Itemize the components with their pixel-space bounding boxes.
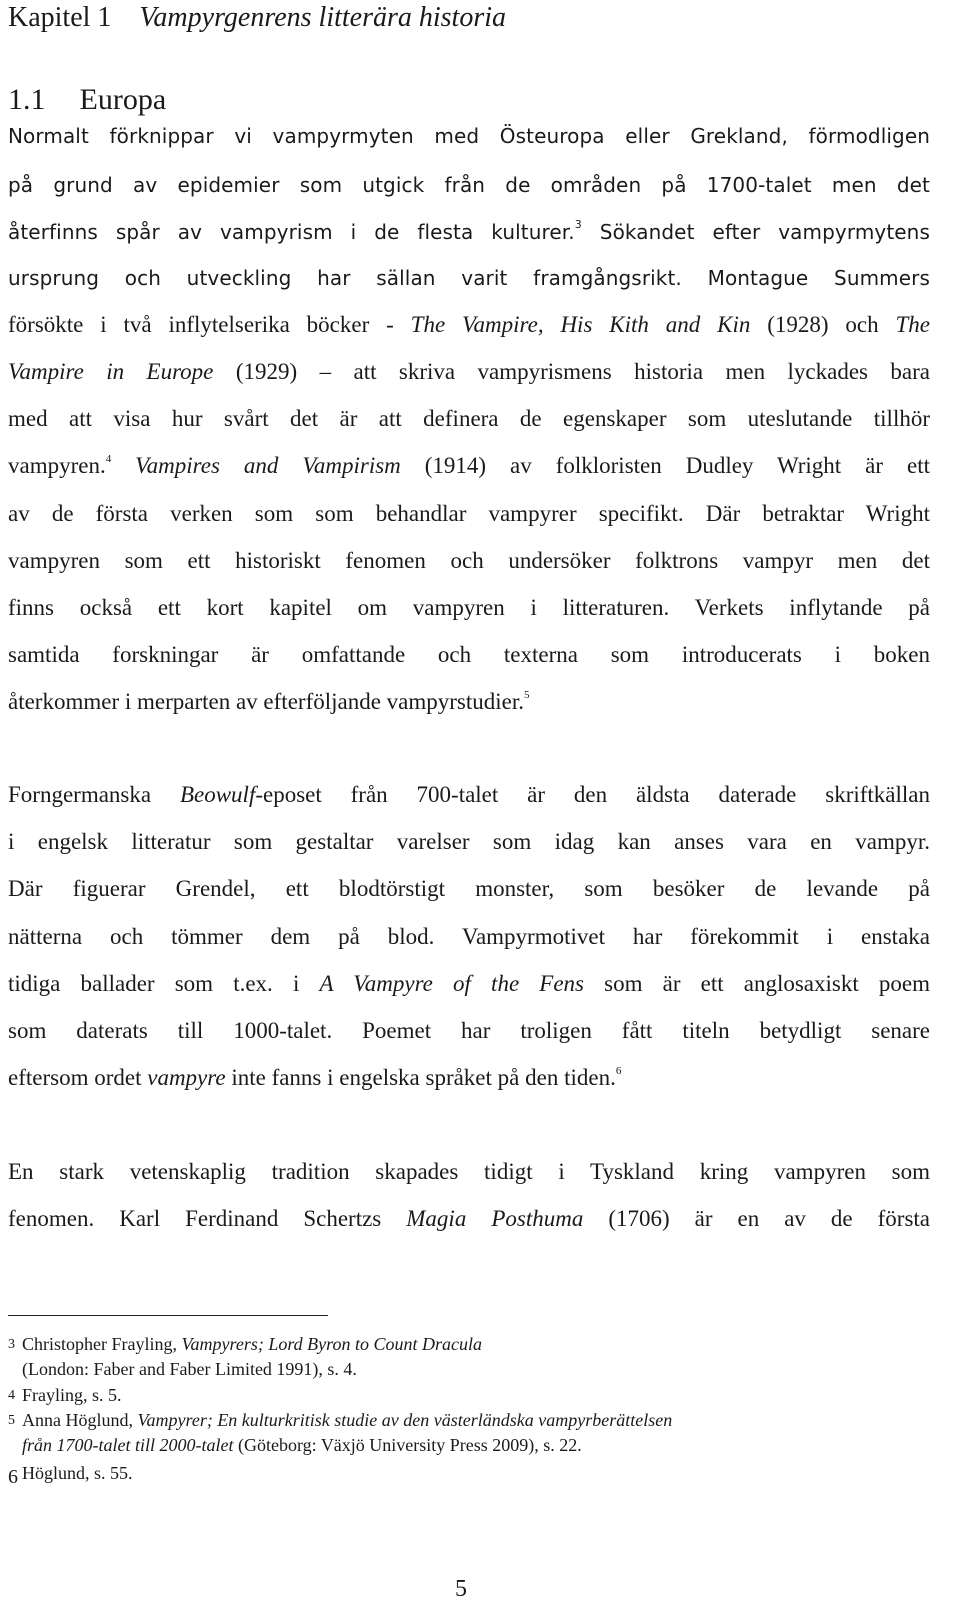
text-line: tidiga ballader som t.ex. i A Vampyre of the Fens som är ett anglosaxiskt poem xyxy=(8,971,930,996)
text-line: vampyren som ett historiskt fenomen och undersöker folktrons vampyr men det xyxy=(8,548,930,573)
text-line: eftersom ordet vampyre inte fanns i engelska språket på den tiden.$^6$ xyxy=(8,1065,622,1090)
text-line: samtida forskningar är omfattande och texterna som introducerats i boken xyxy=(8,642,930,667)
footnote-continuation: (London: Faber and Faber Limited 1991), s. 4. xyxy=(22,1359,357,1379)
footnote: 3 Christopher Frayling, Vampyrers; Lord Byron to Count Dracula xyxy=(8,1332,482,1357)
section-name: Europa xyxy=(79,83,167,116)
chapter-title xyxy=(8,0,506,36)
text-line: med att visa hur svårt det är att definera de egenskaper som uteslutande tillhör xyxy=(8,406,930,431)
chapter-name: Vampyrgenrens litterära historia xyxy=(139,2,507,33)
footnote-mark: 4 xyxy=(8,1388,15,1403)
text-line: Normalt förknippar vi vampyrmyten med Östeuropa eller Grekland, förmodligen xyxy=(8,124,930,148)
footnote: 4 Frayling, s. 5. xyxy=(8,1383,122,1408)
text-line: fenomen. Karl Ferdinand Schertzs Magia Posthuma (1706) är en av de första xyxy=(8,1206,930,1231)
footnote: 6 Höglund, s. 55. xyxy=(8,1463,133,1488)
chapter-number: Kapitel 1 xyxy=(8,2,112,33)
text-line: Forngermanska Beowulf-eposet från 700-talet är den äldsta daterade skriftkällan xyxy=(8,782,930,807)
footnote-ref[interactable]: 3 xyxy=(574,218,582,231)
text-line: av de första verken som som behandlar vampyrer specifikt. Där betraktar Wright xyxy=(8,501,930,526)
text-line: i engelsk litteratur som gestaltar varelser som idag kan anses vara en vampyr. xyxy=(8,829,930,854)
footnote-mark: 6 xyxy=(8,1466,18,1488)
section-heading xyxy=(8,81,166,119)
footnote-mark: 3 xyxy=(8,1337,15,1352)
text-line: återfinns spår av vampyrism i de flesta kulturer.$^3$ Sökandet efter vampyrmytens xyxy=(8,218,930,244)
footnote-separator xyxy=(8,1315,328,1316)
text-line: ursprung och utveckling har sällan varit framgångsrikt. Montague Summers xyxy=(8,266,931,290)
text-line: som daterats till 1000-talet. Poemet har troligen fått titeln betydligt senare xyxy=(8,1018,930,1043)
text-line: försökte i två inflytelserika böcker - The Vampire, His Kith and Kin (1928) och The xyxy=(8,312,931,337)
footnote-continuation: från 1700-talet till 2000-talet (Göteborg: Växjö University Press 2009), s. 22. xyxy=(22,1435,582,1455)
footnote-ref[interactable]: 6 xyxy=(615,1065,622,1077)
text-line: återkommer i merparten av efterföljande vampyrstudier.$^5$ xyxy=(8,689,530,714)
text-line: på grund av epidemier som utgick från de områden på 1700-talet men det xyxy=(8,173,930,197)
footnote-mark: 5 xyxy=(8,1413,15,1428)
text-line: En stark vetenskaplig tradition skapades tidigt i Tyskland kring vampyren som xyxy=(8,1159,930,1184)
footnote: 5 Anna Höglund, Vampyrer; En kulturkritisk studie av den västerländska vampyrberättelsen xyxy=(8,1408,672,1433)
text-line: Där figuerar Grendel, ett blodtörstigt monster, som besöker de levande på xyxy=(8,876,930,901)
page-number: 5 xyxy=(455,1576,467,1602)
section-number: 1.1 xyxy=(8,83,46,116)
text-line: Vampire in Europe (1929) – att skriva vampyrismens historia men lyckades bara xyxy=(8,359,930,384)
text-line: nätterna och tömmer dem på blod. Vampyrmotivet har förekommit i enstaka xyxy=(8,924,930,949)
footnote-ref[interactable]: 5 xyxy=(524,689,530,701)
footnote-ref[interactable]: 4 xyxy=(105,453,112,465)
text-line: vampyren.$^4$ Vampires and Vampirism (1914) av folkloristen Dudley Wright är ett xyxy=(8,453,930,478)
text-line: finns också ett kort kapitel om vampyren i litteraturen. Verkets inflytande på xyxy=(8,595,930,620)
